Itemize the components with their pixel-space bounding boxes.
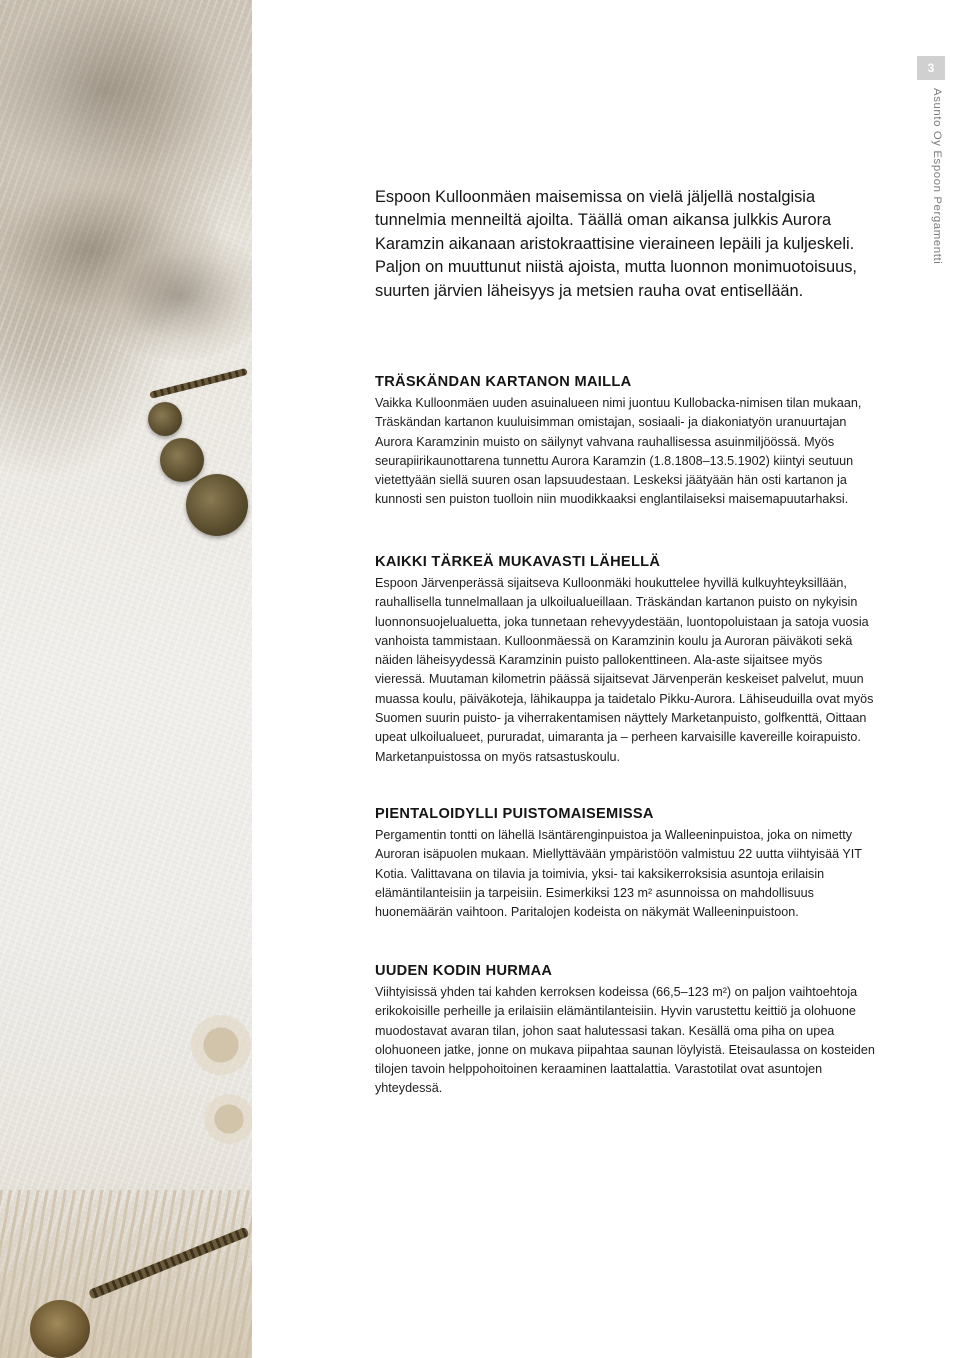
- section-heading: PIENTALOIDYLLI PUISTOMAISEMISSA: [375, 806, 654, 822]
- chain-shape: [149, 368, 248, 399]
- section-traskandan-kartanon: [375, 374, 875, 510]
- coin-shape: [186, 474, 248, 536]
- section-uuden-kodin: [375, 963, 875, 1099]
- section-heading: KAIKKI TÄRKEÄ MUKAVASTI LÄHELLÄ: [375, 554, 661, 570]
- brooch-shape: [30, 1300, 90, 1358]
- section-heading: TRÄSKÄNDAN KARTANON MAILLA: [375, 374, 632, 390]
- lace-shape: [186, 1010, 252, 1080]
- section-body: Vaikka Kulloonmäen uuden asuinalueen nimi juontuu Kullobacka-nimisen tilan mukaan, Träskändan kartanon kuuluisimman omistajan, sosiaali- ja diakoniatyön uranuurtajan Aurora Karamzinin muisto on säilynyt vahvana rauhallisessa asuinmiljöössä. Myös seurapiirikaunottarena tunnettu Aurora Karamzin (1.8.1808–13.5.1902) kiintyi seutuun vietettyään siellä suuren osan lapsuudestaan. Leskeksi jäätyään hän osti kartanon ja kunnosti sen puiston tuolloin niin muodikkaaksi englantilaiseksi maisemapuutarhaksi.: [375, 396, 862, 507]
- section-body: Viihtyisissä yhden tai kahden kerroksen kodeissa (66,5–123 m²) on paljon vaihtoehtoja erikokoisille perheille ja erilaisiin elämäntilanteisiin. Hyvin varustettu keittiö ja olohuone muodostavat avaran tilan, johon saat halutessasi takan. Kesällä oma piha on upea olohuoneen jatke, jonne on mukava piipahtaa saunan löylyistä. Eteisaulassa on kosteiden tilojen tavoin helppohoitoinen keraaminen laattalattia. Varastotilat ovat asuntojen yhteydessä.: [375, 985, 875, 1096]
- page-number: 3: [917, 56, 945, 80]
- section-body: Espoon Järvenperässä sijaitseva Kulloonmäki houkuttelee hyvillä kulkuyhteyksillään, rauhallisella tunnelmallaan ja ulkoilualueillaan. Träskändan kartanon puisto on nykyisin luonnonsuojelualuetta, joka tunnetaan rehevyydestään, luontopoluistaan ja satoja vuosia vanhoista tammistaan. Kulloonmäessä on Karamzinin koulu ja Auroran päiväkoti sekä näiden läheisyydessä Karamzinin puisto pallokenttineen. Ala-aste sijaitsee myös vieressä. Muutaman kilometrin päässä sijaitsevat Järvenperän keskeiset palvelut, muun muassa koulu, päiväkoteja, lähikauppa ja taidetalo Pikku-Aurora. Lähiseuduilla ovat myös Suomen suurin puisto- ja viherrakentamisen näyttely Marketanpuisto, golfkenttä, Oittaan upeat ulkoilualueet, pururadat, uimaranta ja – perheen karvaisille kavereille koirapuisto. Marketanpuistossa on myös ratsastuskoulu.: [375, 576, 874, 764]
- section-pientaloidylli: [375, 806, 875, 922]
- coin-shape: [148, 402, 182, 436]
- running-title: Asunto Oy Espoon Pergamentti: [931, 88, 943, 265]
- coin-shape: [160, 438, 204, 482]
- section-body: Pergamentin tontti on lähellä Isäntärenginpuistoa ja Walleeninpuistoa, joka on nimetty Auroran isäpuolen mukaan. Miellyttävään ympäristöön valmistuu 22 uutta viihtyisää YIT Kotia. Valittavana on tilavia ja toimivia, yksi- tai kaksikerroksisia asuntoja erilaisin elämäntilanteisiin ja tarpeisiin. Esimerkiksi 123 m² asunnoissa on mahdollisuus huonemäärän vaihtoon. Paritalojen kodeista on näkymät Walleeninpuistoon.: [375, 828, 862, 920]
- decorative-photo: [0, 0, 252, 1358]
- section-kaikki-tarkea: [375, 554, 875, 767]
- lace-shape: [200, 1090, 252, 1148]
- feather-shape: [90, 230, 252, 360]
- section-heading: UUDEN KODIN HURMAA: [375, 963, 553, 979]
- intro-paragraph: Espoon Kulloonmäen maisemissa on vielä jäljellä nostalgisia tunnelmia menneiltä ajoilta. Täällä oman aikansa julkkis Aurora Karamzin aikanaan aristokraattisine vieraineen lepäili ja kuljeskeli. Paljon on muuttunut niistä ajoista, mutta luonnon monimuotoisuus, suurten järvien läheisyys ja metsien rauha ovat entisellään.: [375, 188, 857, 300]
